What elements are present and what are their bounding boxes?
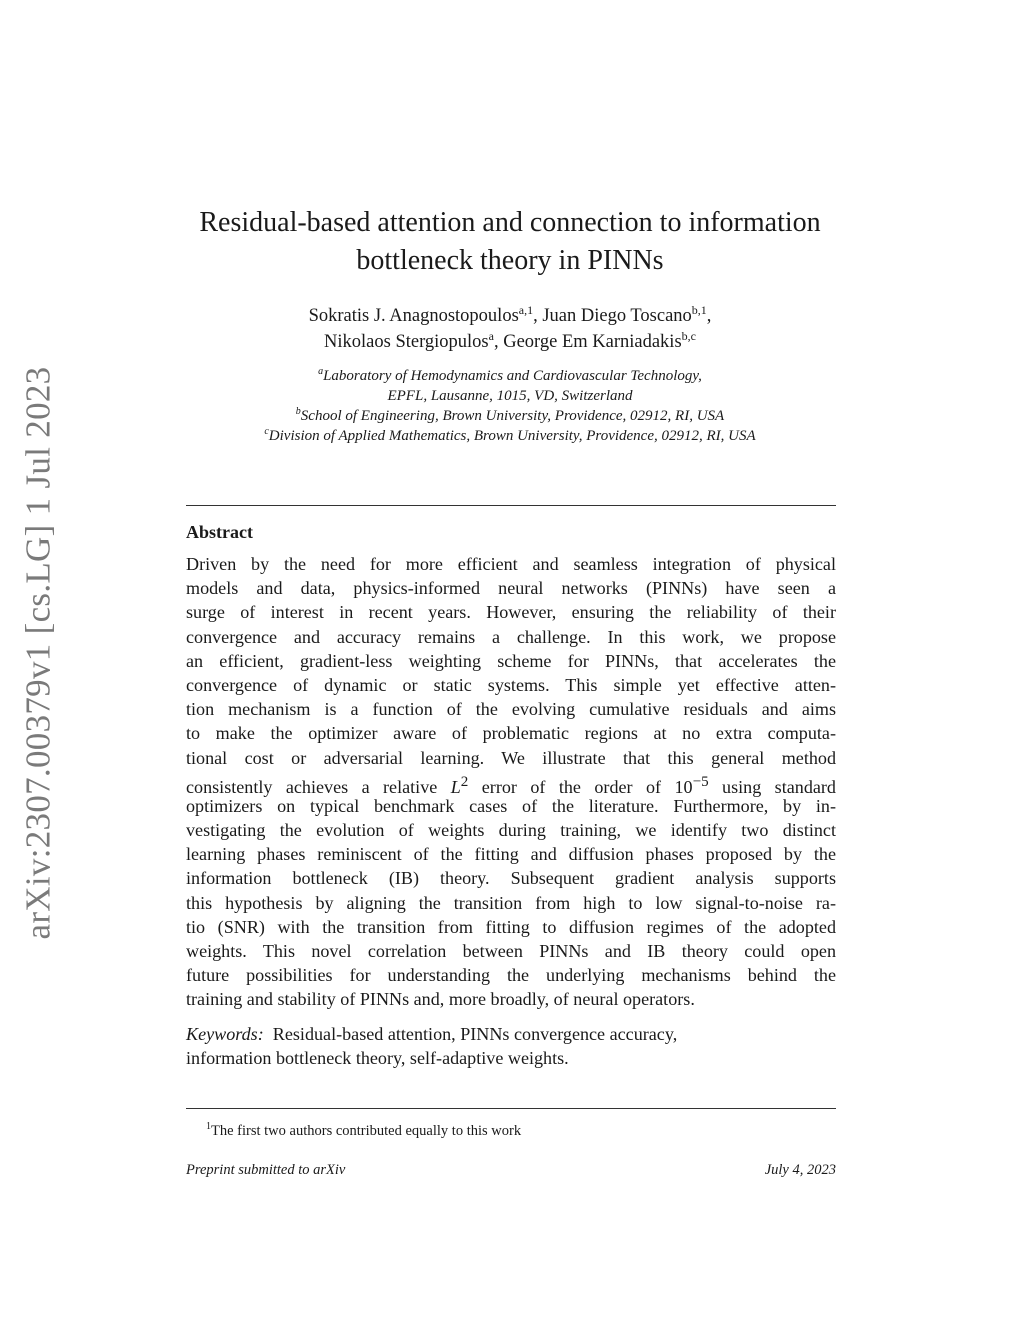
abstract-line: optimizers on typical benchmark cases of the literature. Furthermore, by in- [186, 795, 836, 816]
abstract-line: learning phases reminiscent of the fitting and diffusion phases proposed by the [186, 844, 836, 865]
keywords-line-1 [186, 1022, 836, 1046]
author-name: Juan Diego Toscano [542, 306, 692, 326]
abstract-line: an efficient, gradient-less weighting scheme for PINNs, that accelerates the [186, 650, 836, 671]
affiliation-c [160, 426, 860, 446]
author-superscript: a,1 [518, 302, 534, 317]
abstract-line: Driven by the need for more efficient and seamless integration of physical [186, 554, 836, 574]
abstract-line: this hypothesis by aligning the transition from high to low signal-to-noise ra- [186, 892, 836, 913]
author-name: George Em Karniadakis [503, 332, 682, 352]
author-superscript: a [488, 328, 494, 343]
abstract-top-rule [186, 505, 836, 506]
author-separator: , [493, 332, 504, 352]
footnote [206, 1118, 521, 1140]
keywords-line-2: information bottleneck theory, self-adaptive weights. [186, 1048, 569, 1069]
abstract-line: surge of interest in recent years. However, ensuring the reliability of their [186, 602, 836, 623]
keywords [186, 1022, 836, 1070]
preprint-date: July 4, 2023 [764, 1162, 836, 1178]
abstract-line: training and stability of PINNs and, more broadly, of neural operators. [186, 989, 695, 1010]
footnote-marker: 1 [206, 1121, 211, 1132]
author-list [160, 303, 860, 355]
affiliation-text: School of Engineering, Brown University, Providence, 02912, RI, USA [300, 408, 725, 424]
abstract-line: convergence of dynamic or static systems. This simple yet effective atten- [186, 674, 836, 695]
math-superscript: 2 [460, 773, 469, 790]
author-name: Nikolaos Stergiopulos [324, 332, 489, 352]
abstract-body [186, 552, 836, 1012]
keywords-text: Residual-based attention, PINNs convergence accuracy, [272, 1024, 678, 1044]
title-line-1: Residual-based attention and connection to information [199, 207, 821, 238]
affiliation-text: Division of Applied Mathematics, Brown University, Providence, 02912, RI, USA [268, 428, 756, 444]
abstract-line: future possibilities for understanding the underlying mechanisms behind the [186, 965, 836, 986]
affiliation-marker: a [318, 366, 324, 377]
abstract-text: consistently achieves a relative [186, 776, 451, 797]
author-line-2 [160, 329, 860, 355]
math-exponent: −5 [692, 773, 709, 790]
abstract-line: tion mechanism is a function of the evolving cumulative residuals and aims [186, 699, 836, 720]
abstract-line: weights. This novel correlation between PINNs and IB theory could open [186, 941, 836, 961]
keywords-label: Keywords: [186, 1024, 264, 1044]
affiliation-a-line-1 [160, 366, 860, 386]
author-superscript: b,1 [691, 302, 707, 317]
author-separator: , [533, 306, 543, 326]
abstract-line: tio (SNR) with the transition from fitting to diffusion regimes of the adopted [186, 916, 836, 937]
abstract-line: vestigating the evolution of weights during training, we identify two distinct [186, 820, 836, 841]
abstract-heading: Abstract [186, 522, 253, 542]
abstract-line: to make the optimizer aware of problematic regions at no extra computa- [186, 723, 836, 744]
arxiv-stamp [12, 366, 64, 939]
footnote-text: The first two authors contributed equally to this work [211, 1122, 522, 1139]
affiliation-marker: b [295, 406, 301, 417]
abstract-text: using standard [708, 776, 836, 797]
abstract-bottom-rule [186, 1108, 836, 1109]
affiliation-text: Laboratory of Hemodynamics and Cardiovascular Technology, [323, 368, 702, 384]
abstract-line-math [186, 770, 836, 797]
affiliation-b [160, 406, 860, 426]
author-superscript: b,c [681, 328, 696, 343]
affiliations [160, 366, 860, 446]
affiliation-a-line-2: EPFL, Lausanne, 1015, VD, Switzerland [387, 388, 633, 404]
abstract-line: models and data, physics-informed neural networks (PINNs) have seen a [186, 578, 836, 599]
author-name: Sokratis J. Anagnostopoulos [308, 306, 519, 326]
affiliation-marker: c [264, 426, 269, 437]
abstract-line: tional cost or adversarial learning. We illustrate that this general method [186, 747, 836, 768]
author-separator: , [706, 306, 712, 326]
author-line-1 [160, 303, 860, 329]
preprint-note: Preprint submitted to arXiv [186, 1162, 346, 1178]
arxiv-stamp-text: arXiv:2307.00379v1 [cs.LG] 1 Jul 2023 [18, 366, 58, 939]
abstract-line: information bottleneck (IB) theory. Subsequent gradient analysis supports [186, 868, 836, 889]
abstract-text: error of the order of 10 [468, 776, 693, 797]
paper-title [160, 204, 860, 280]
abstract-line: convergence and accuracy remains a challenge. In this work, we propose [186, 626, 836, 647]
math-symbol-L: L [450, 776, 461, 797]
title-line-2: bottleneck theory in PINNs [356, 245, 664, 276]
